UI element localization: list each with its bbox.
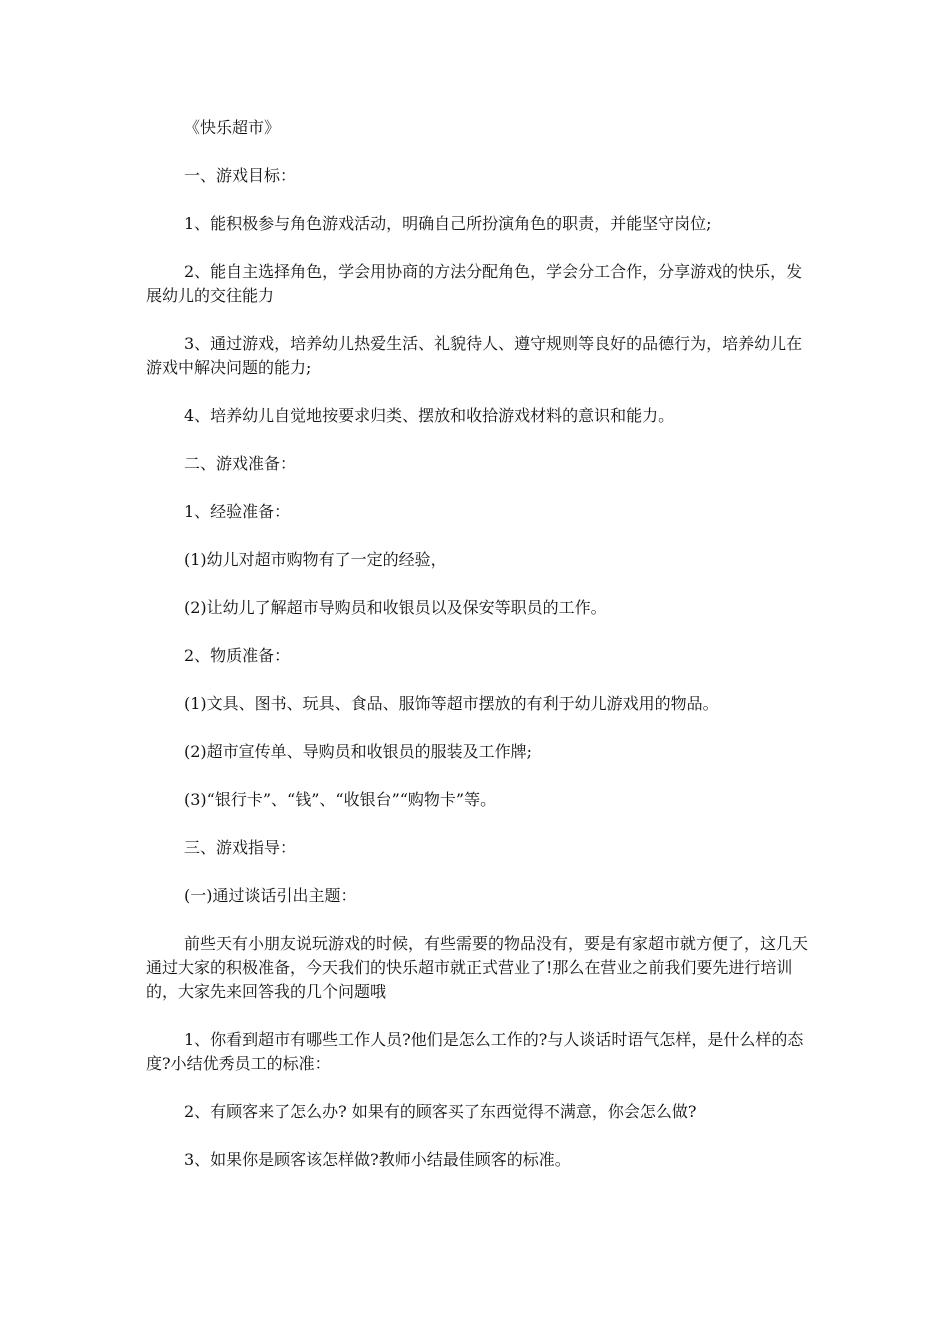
- goal-item-3: 3、通过游戏，培养幼儿热爱生活、礼貌待人、遵守规则等良好的品德行为，培养幼儿在游戏中解决问题的能力;: [146, 334, 803, 377]
- section-heading-guidance: 三、游戏指导：: [184, 838, 297, 857]
- materials-item-2: (2)超市宣传单、导购员和收银员的服装及工作牌;: [184, 742, 533, 761]
- document-body: [146, 116, 814, 1196]
- question-item-1: 1、你看到超市有哪些工作人员?他们是怎么工作的?与人谈话时语气怎样，是什么样的态度?小结优秀员工的标准：: [146, 1030, 804, 1073]
- section-heading-goals: 一、游戏目标：: [184, 166, 297, 185]
- materials-item-3: (3)“银行卡”、“钱”、“收银台”“购物卡”等。: [184, 790, 497, 809]
- question-item-2: 2、有顾客来了怎么办? 如果有的顾客买了东西觉得不满意，你会怎么做?: [184, 1102, 697, 1121]
- goal-item-4: 4、培养幼儿自觉地按要求归类、摆放和收拾游戏材料的意识和能力。: [184, 406, 675, 425]
- experience-item-1: (1)幼儿对超市购物有了一定的经验，: [184, 550, 447, 569]
- subheading-introduction: (一)通过谈话引出主题：: [184, 886, 357, 905]
- document-title: 《快乐超市》: [184, 118, 281, 137]
- introduction-paragraph: 前些天有小朋友说玩游戏的时候，有些需要的物品没有，要是有家超市就方便了，这几天通过大家的积极准备，今天我们的快乐超市就正式营业了!那么在营业之前我们要先进行培训的，大家先来回答我的几个问题哦: [146, 934, 809, 1001]
- materials-item-1: (1)文具、图书、玩具、食品、服饰等超市摆放的有利于幼儿游戏用的物品。: [184, 694, 719, 713]
- goal-item-2: 2、能自主选择角色，学会用协商的方法分配角色，学会分工合作，分享游戏的快乐，发展幼儿的交往能力: [146, 262, 803, 305]
- subheading-materials: 2、物质准备：: [184, 646, 291, 665]
- experience-item-2: (2)让幼儿了解超市导购员和收银员以及保安等职员的工作。: [184, 598, 607, 617]
- subheading-experience: 1、经验准备：: [184, 502, 291, 521]
- section-heading-preparation: 二、游戏准备：: [184, 454, 297, 473]
- question-item-3: 3、如果你是顾客该怎样做?教师小结最佳顾客的标准。: [184, 1150, 571, 1169]
- goal-item-1: 1、能积极参与角色游戏活动，明确自己所扮演角色的职责，并能坚守岗位;: [184, 214, 712, 233]
